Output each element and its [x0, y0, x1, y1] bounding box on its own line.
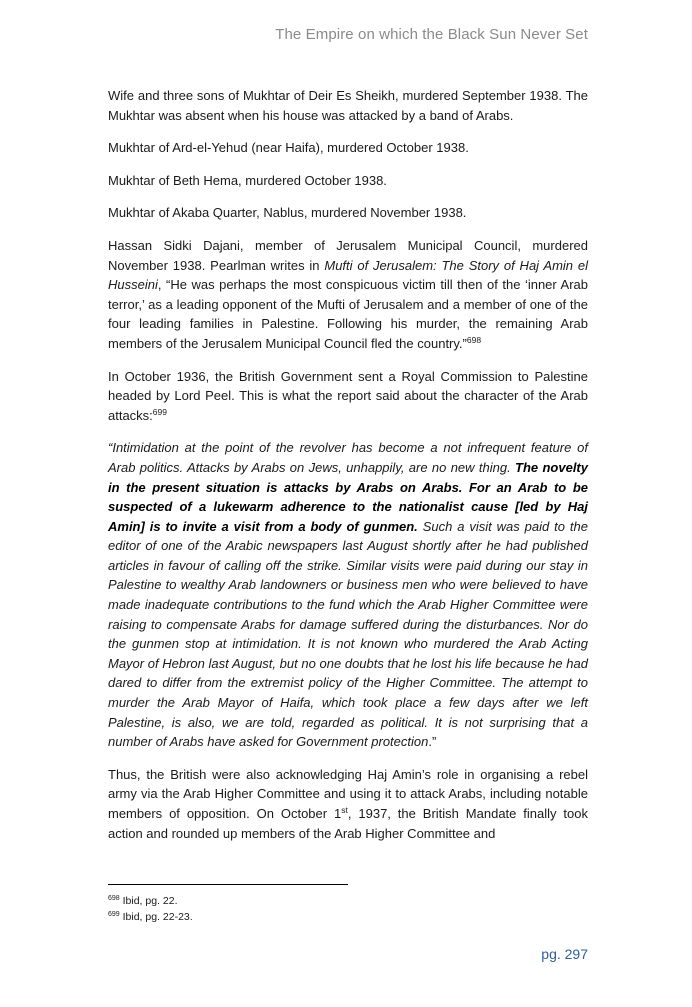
paragraph-text: Hassan Sidki Dajani, member of Jerusalem Municipal Council, murdered November 1938. Pearlman writes in [108, 237, 588, 273]
page-number: pg. 297 [541, 946, 588, 962]
footnotes [108, 893, 193, 925]
paragraph [108, 236, 588, 354]
footnote-reference: 699 [152, 406, 167, 417]
paragraph [108, 367, 588, 426]
footnote-reference: 698 [466, 334, 482, 345]
footnote-text: Ibid, pg. 22. [122, 895, 178, 907]
running-header-title: The Empire on which the Black Sun Never Set [275, 26, 588, 43]
block-quote [108, 438, 588, 752]
paragraph-text: , “He was perhaps the most conspicuous victim till then of the ‘inner Arab terror,’ as a leading opponent of the Mufti of Jerusalem and a member of one of the four leading families in Palestine. Following his murder, the remaining Arab members of the Jerusalem Municipal Council fled the country.” [108, 277, 588, 351]
quote-text: Such a visit was paid to the editor of one of the Arabic newspapers last August shortly after he had published articles in favour of calling off the strike. Similar visits were paid during our stay in Palestine to wealthy Arab landowners or business men who were believed to have made inadequate contributions to the fund which the Arab Higher Committee were raising to compensate Arabs for damage suffered during the disturbances. Nor do the gunmen stop at intimidation. It is not known who murdered the Arab Acting Mayor of Hebron last August, but no one doubts that he lost his life because he had dared to differ from the extremist policy of the Higher Committee. The attempt to murder the Arab Mayor of Haifa, which took place a few days after we left Palestine, is also, we are told, regarded as political. It is not surprising that a number of Arabs have asked for Government protection [108, 518, 588, 750]
paragraph: Mukhtar of Ard-el-Yehud (near Haifa), murdered October 1938. [108, 140, 469, 156]
footnote-divider [108, 884, 348, 885]
page-body [108, 86, 588, 856]
paragraph-text: , 1937, the British Mandate finally took action and rounded up members of the Arab Higher Committee and [108, 806, 589, 841]
paragraph [108, 765, 588, 843]
paragraph: Mukhtar of Beth Hema, murdered October 1938. [108, 172, 387, 188]
paragraph: Mukhtar of Akaba Quarter, Nablus, murdered November 1938. [108, 205, 467, 221]
quote-text: “Intimidation at the point of the revolver has become a not infrequent feature of Arab politics. Attacks by Arabs on Jews, unhappily, are no new thing. [108, 440, 588, 475]
paragraph-text: Thus, the British were also acknowledging Haj Amin’s role in organising a rebel army via the Arab Higher Committee and using it to attack Arabs, including notable members of opposition. On October 1 [108, 766, 588, 821]
paragraph-text: In October 1936, the British Government sent a Royal Commission to Palestine headed by Lord Peel. This is what the report said about the character of the Arab attacks: [108, 368, 588, 423]
paragraph: Wife and three sons of Mukhtar of Deir Es Sheikh, murdered September 1938. The Mukhtar was absent when his house was attacked by a band of Arabs. [108, 88, 588, 123]
footnote-number: 698 [108, 895, 120, 902]
footnote [108, 909, 193, 925]
footnote-text: Ibid, pg. 22-23. [122, 911, 193, 923]
footnote-number: 699 [108, 911, 120, 918]
book-title: Mufti of Jerusalem: The Story of Haj Amin el Husseini [108, 257, 588, 293]
quote-highlight: The novelty in the present situation is attacks by Arabs on Arabs. For an Arab to be suspected of a lukewarm adherence to the nationalist cause [led by Haj Amin] is to invite a visit from a body of gunmen. [108, 459, 588, 534]
ordinal-suffix: st [341, 805, 348, 815]
footnote [108, 893, 193, 909]
quote-end: .” [428, 734, 437, 750]
